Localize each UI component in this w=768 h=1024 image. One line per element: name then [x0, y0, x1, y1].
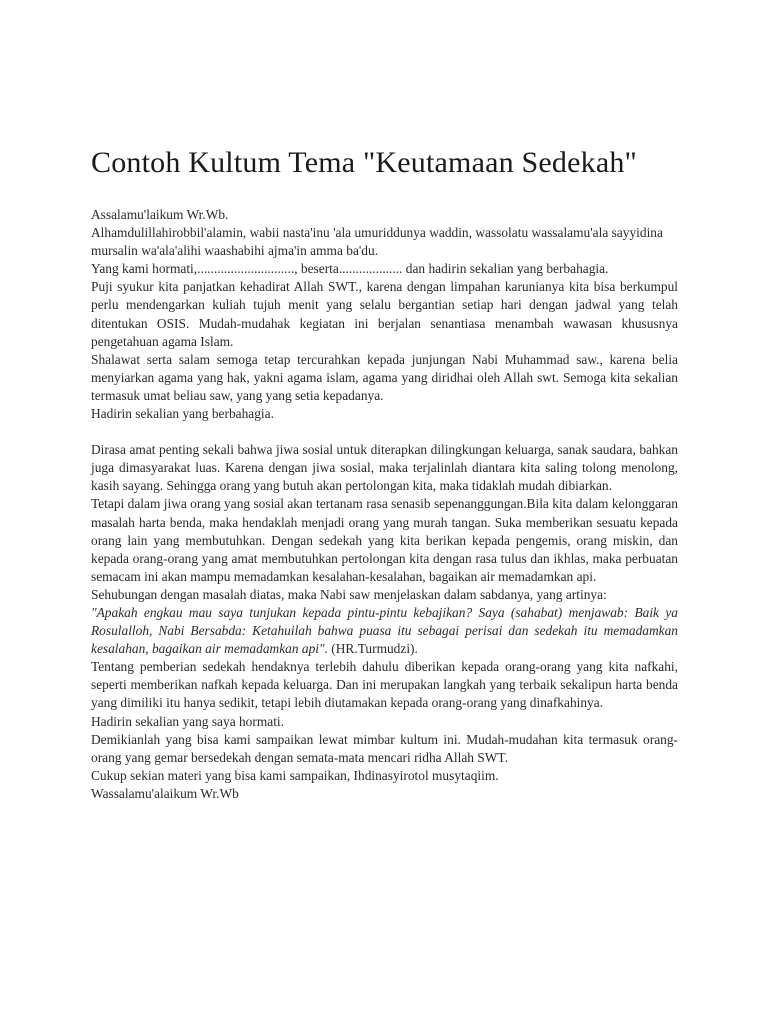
conclusion-paragraph: Demikianlah yang bisa kami sampaikan lewat mimbar kultum ini. Mudah-mudahan kita termasuk orang-orang yang gemar bersedekah dengan semata-mata mencari ridha Allah SWT.	[91, 731, 678, 765]
social-spirit-paragraph: Dirasa amat penting sekali bahwa jiwa sosial untuk diterapkan dilingkungan keluarga, sanak saudara, bahkan juga dimasyarakat luas. Karena dengan jiwa sosial, maka terjalinlah diantara kita saling tolong menolong, kasih sayang. Sehingga orang yang butuh akan pertolongan kita, maka tidaklah mudah dibiarkan.	[91, 442, 678, 494]
hadith-source: (HR.Turmudzi).	[327, 641, 418, 657]
closing-paragraph: Cukup sekian materi yang bisa kami sampaikan, Ihdinasyirotol musytaqiim.	[91, 767, 499, 783]
giving-priority-paragraph: Tentang pemberian sedekah hendaknya terlebih dahulu diberikan kepada orang-orang yang kita nafkahi, seperti memberikan nafkah kepada keluarga. Dan ini merupakan langkah yang terbaik sekalipun harta benda yang dimiliki itu hanya sedikit, tetapi lebih diutamakan kepada orang-orang yang dinafkahinya.	[91, 659, 678, 711]
hadith-intro-paragraph: Sehubungan dengan masalah diatas, maka Nabi saw menjelaskan dalam sabdanya, yang artinya:	[91, 586, 607, 602]
gratitude-paragraph: Puji syukur kita panjatkan kehadirat Allah SWT., karena dengan limpahan karunianya kita bisa berkumpul perlu mendengarkan kuliah tujuh menit yang selalu bergantian setiap hari dengan jadwal yang telah ditentukan OSIS. Mudah-mudahak kegiatan ini berjalan senantiasa menambah wawasan khususnya pengetahuan agama Islam.	[91, 279, 678, 349]
shalawat-paragraph: Shalawat serta salam semoga tetap tercurahkan kepada junjungan Nabi Muhammad saw., karena belia menyiarkan agama yang hak, yakni agama islam, agama yang diridhai oleh Allah swt. Semoga kita sekalian termasuk umat beliau saw, yang yang setia kepadanya.	[91, 351, 678, 403]
salutation-paragraph: Yang kami hormati,............................., beserta................... dan hadirin sekalian yang berbahagia.	[91, 261, 609, 277]
hadith-paragraph	[91, 604, 678, 658]
document-body	[91, 206, 678, 803]
document-page	[91, 146, 678, 803]
farewell-paragraph: Wassalamu'alaikum Wr.Wb	[91, 785, 239, 801]
opening-prayer-paragraph: Alhamdulillahirobbil'alamin, wabii nasta'inu 'ala umuriddunya waddin, wassolatu wassalamu'ala sayyidina mursalin wa'ala'alihi waashabihi ajma'in amma ba'du.	[91, 225, 663, 259]
hadith-quote: "Apakah engkau mau saya tunjukan kepada pintu-pintu kebajikan? Saya (sahabat) menjawab: Baik ya Rosulalloh, Nabi Bersabda: Ketahuilah bahwa puasa itu sebagai perisai dan sedekah itu memadamkan kesalahan, bagaikan air memadamkan api".	[91, 604, 678, 657]
paragraph-spacer	[91, 423, 678, 441]
document-title: Contoh Kultum Tema "Keutamaan Sedekah"	[91, 146, 637, 179]
audience-address-closing-paragraph: Hadirin sekalian yang saya hormati.	[91, 713, 284, 729]
charity-paragraph: Tetapi dalam jiwa orang yang sosial akan tertanam rasa senasib sepenanggungan.Bila kita dalam kelonggaran masalah harta benda, maka hendaklah menjadi orang yang murah tangan. Suka memberikan sesuatu kepada orang lain yang membutuhkan. Dengan sedekah yang kita berikan kepada pengemis, orang miskin, dan kepada orang-orang yang amat membutuhkan pertolongan kita dengan rasa tulus dan ikhlas, maka perbuatan semacam ini akan mampu memadamkan kesalahan-kesalahan, bagaikan air memadamkan api.	[91, 496, 678, 584]
greeting-paragraph: Assalamu'laikum Wr.Wb.	[91, 207, 229, 222]
audience-address-paragraph: Hadirin sekalian yang berbahagia.	[91, 406, 274, 422]
